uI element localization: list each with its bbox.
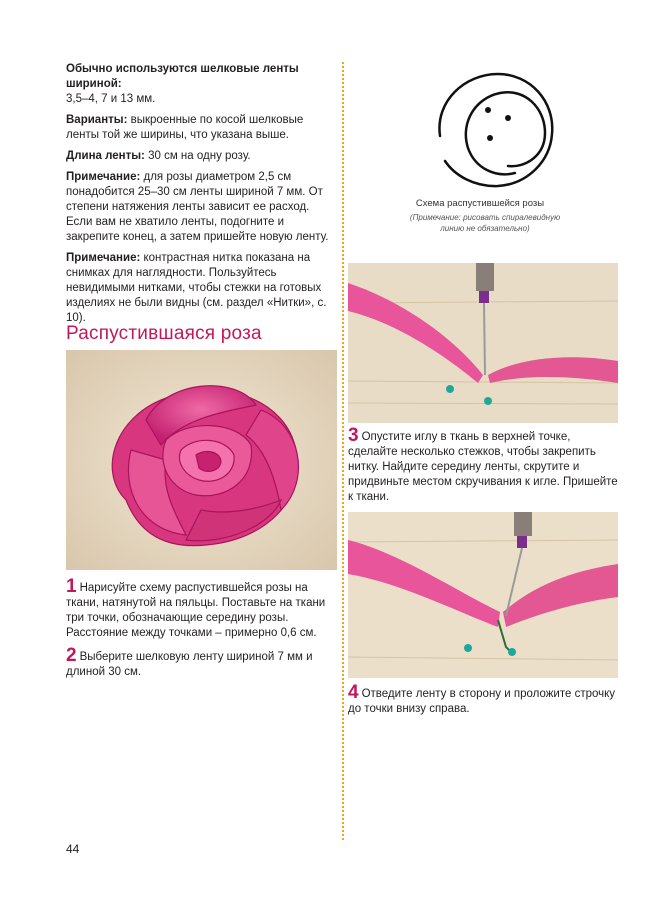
step4-photo <box>348 512 618 678</box>
step-text: Опустите иглу в ткань в верхней точке, сделайте несколько стежков, чтобы закрепить нитку. Найдите середину ленты, скрутите и придвиньте местом скручивания к игле. Пришейте к ткани. <box>348 431 618 503</box>
intro-value: 3,5–4, 7 и 13 мм. <box>66 93 156 105</box>
column-divider <box>342 62 344 840</box>
page-number: 44 <box>66 842 80 856</box>
step-4 <box>348 682 618 717</box>
section-title: Распустившаяся роза <box>66 323 262 344</box>
intro-value: для розы диаметром 2,5 см понадобится 25–30 см ленты шириной 7 мм. От степени натяжения ленты зависит ее расход. Если вам не хватило ленты, подогните и закрепите конец, а затем пришейте новую ленту. <box>66 171 329 243</box>
scheme-note: (Примечание: рисовать спиралевидную линию не обязательно) <box>409 213 561 233</box>
intro-paragraph <box>66 170 336 245</box>
step-1 <box>66 576 338 641</box>
step-text: Отведите ленту в сторону и проложите строчку до точки внизу справа. <box>348 688 616 715</box>
step-number: 2 <box>66 645 77 666</box>
step-3 <box>348 425 618 505</box>
ribbon-needle-illustration <box>348 263 618 423</box>
intro-paragraph <box>66 149 336 164</box>
intro-value: выкроенные по косой шелковые ленты той же ширины, что указана выше. <box>66 114 304 141</box>
step-number: 1 <box>66 576 77 597</box>
step-2 <box>66 645 338 680</box>
intro-label: Примечание: <box>66 171 141 183</box>
spiral-scheme-icon <box>430 68 560 198</box>
intro-paragraph <box>66 113 336 143</box>
step-number: 3 <box>348 425 359 446</box>
intro-paragraph <box>66 251 336 326</box>
step-text: Нарисуйте схему распустившейся розы на ткани, натянутой на пяльцы. Поставьте на ткани три точки, обозначающие середину розы. Расстояние между точками – примерно 0,6 см. <box>66 582 326 639</box>
intro-label: Варианты: <box>66 114 128 126</box>
step3-photo <box>348 263 618 423</box>
intro-paragraph <box>66 62 336 107</box>
intro-value: 30 см на одну розу. <box>148 150 251 162</box>
rose-scheme <box>430 68 560 198</box>
intro-label: Примечание: <box>66 252 141 264</box>
ribbon-stitch-illustration <box>348 512 618 678</box>
intro-label: Обычно используются шелковые ленты шириной: <box>66 63 299 90</box>
intro-text <box>66 62 336 332</box>
rose-illustration <box>66 350 337 570</box>
intro-label: Длина ленты: <box>66 150 145 162</box>
step-number: 4 <box>348 682 359 703</box>
rose-photo <box>66 350 337 570</box>
scheme-caption: Схема распустившейся розы <box>415 198 545 209</box>
step-text: Выберите шелковую ленту шириной 7 мм и длиной 30 см. <box>66 651 313 678</box>
intro-value: контрастная нитка показана на снимках для наглядности. Пользуйтесь невидимыми нитками, чтобы стежки на готовых изделиях не были видны (см. раздел «Нитки», с. 10). <box>66 252 327 324</box>
